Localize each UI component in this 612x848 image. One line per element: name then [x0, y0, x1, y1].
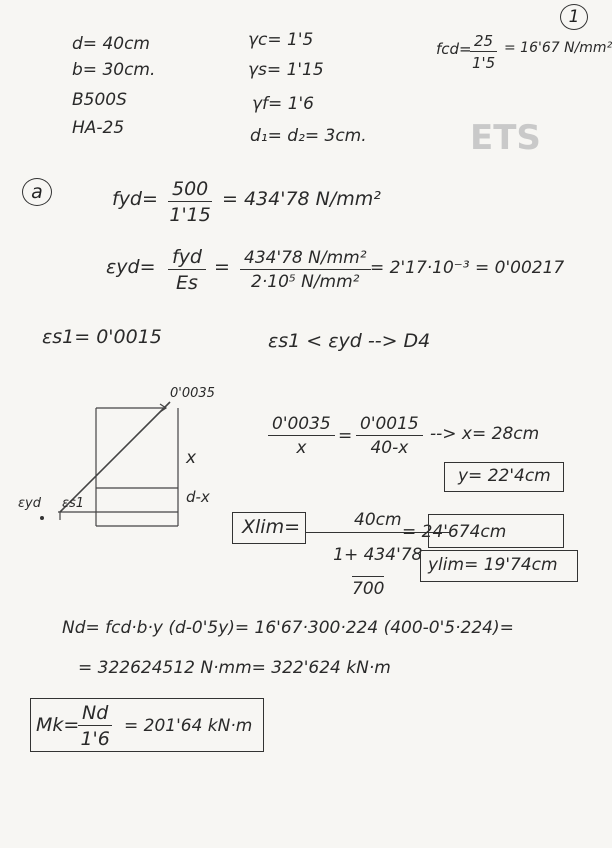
- diagram-top-label: 0'0035: [170, 386, 215, 401]
- eyd-dot: [40, 516, 44, 520]
- fcd-denominator: 1'5: [471, 54, 496, 72]
- eyd-result: = 2'17·10⁻³ = 0'00217: [370, 258, 565, 278]
- fyd-result: = 434'78 N/mm²: [222, 188, 381, 210]
- eyd-numerator-numeric: 434'78 N/mm²: [240, 248, 371, 270]
- fyd-denominator: 1'15: [169, 204, 211, 226]
- eyd-equals: =: [214, 256, 230, 278]
- factor-gamma-c: γc= 1'5: [248, 30, 314, 50]
- mk-result: = 201'64 kN·m: [124, 716, 253, 736]
- diagram-dx-label: d-x: [186, 488, 210, 506]
- es1-value: εs1= 0'0015: [42, 326, 162, 348]
- fcd-numerator: 25: [470, 32, 497, 52]
- diagram-x-label: x: [186, 448, 197, 468]
- mk-denominator: 1'6: [80, 728, 110, 750]
- eyd-denominator-numeric: 2·10⁵ N/mm²: [251, 272, 360, 292]
- nd-result: = 322624512 N·mm= 322'624 kN·m: [78, 658, 391, 678]
- data-d: d= 40cm: [72, 34, 150, 54]
- fcd-result: = 16'67 N/mm²: [504, 40, 612, 56]
- factor-gamma-f: γf= 1'6: [252, 94, 314, 114]
- mk-fraction: [78, 702, 112, 750]
- fyd-lhs: fyd=: [112, 188, 158, 210]
- proportion-right-numerator: 0'0015: [356, 414, 423, 436]
- strain-comparison: εs1 < εyd --> D4: [268, 330, 431, 352]
- ylim-result: ylim= 19'74cm: [428, 555, 558, 575]
- proportion-right: [356, 414, 423, 458]
- proportion-right-denominator: 40-x: [370, 438, 409, 458]
- cover-d1-d2: d₁= d₂= 3cm.: [250, 126, 367, 146]
- diagram-es1-label: εs1: [62, 496, 85, 511]
- fyd-numerator: 500: [168, 178, 212, 202]
- proportion-left-denominator: x: [296, 438, 307, 458]
- part-a-label: a: [22, 178, 52, 206]
- xlim-lhs: Xlim=: [242, 516, 301, 538]
- page-number: 1: [560, 4, 588, 30]
- data-b: b= 30cm.: [72, 60, 156, 80]
- proportion-left-numerator: 0'0035: [268, 414, 335, 436]
- data-steel: B500S: [72, 90, 127, 110]
- mk-numerator: Nd: [78, 702, 112, 726]
- fcd-lhs: fcd=: [436, 40, 472, 58]
- factor-gamma-s: γs= 1'15: [248, 60, 324, 80]
- nd-formula: Nd= fcd·b·y (d-0'5y)= 16'67·300·224 (400-0'5·224)=: [62, 618, 514, 638]
- proportion-equals: =: [338, 426, 353, 446]
- eyd-lhs: εyd=: [106, 256, 156, 278]
- eyd-numerator-symbolic: fyd: [168, 246, 206, 270]
- xlim-denominator: 1+ 434'78: [333, 545, 423, 565]
- xlim-numerator: 40cm: [306, 510, 450, 533]
- proportion-result: --> x= 28cm: [430, 424, 540, 444]
- mk-lhs: Mk=: [36, 714, 80, 736]
- watermark-logo: ETS: [470, 118, 541, 158]
- xlim-denominator-700: 700: [352, 576, 384, 599]
- xlim-result-box: [428, 514, 564, 548]
- xlim-result: = 24'674cm: [402, 522, 507, 542]
- data-concrete: HA-25: [72, 118, 125, 138]
- proportion-left: [268, 414, 335, 458]
- diagram-eyd-label: εyd: [18, 496, 41, 511]
- y-result: y= 22'4cm: [458, 466, 551, 486]
- eyd-denominator-symbolic: Es: [176, 272, 198, 294]
